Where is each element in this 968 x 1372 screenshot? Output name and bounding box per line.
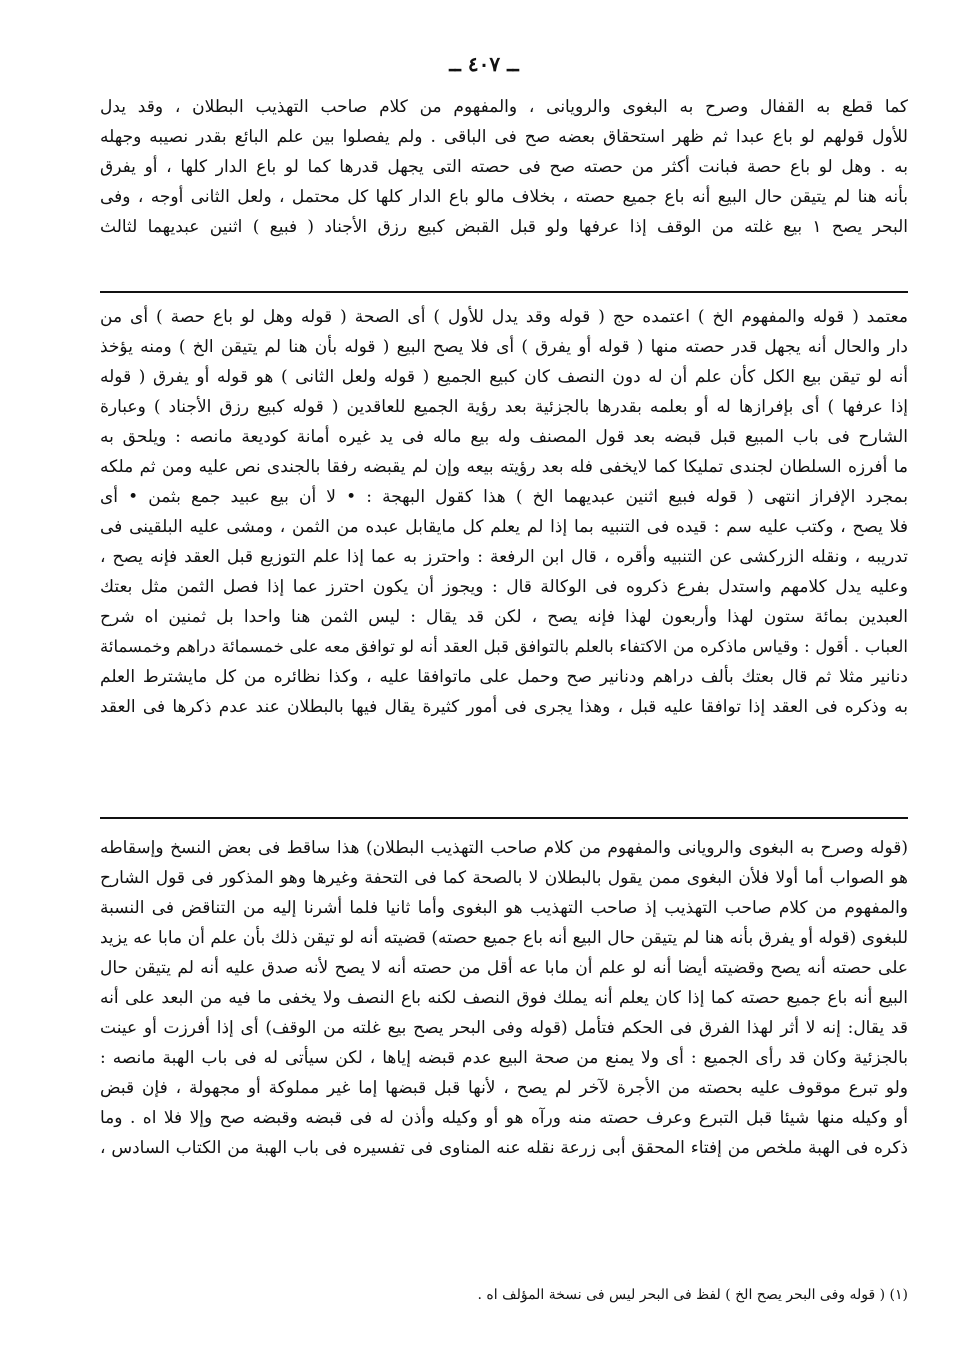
commentary-line: دار والحال أنه يجهل قدر حصته منها ( قوله أو يفرق ) أى فلا يصح البيع ( قوله بأن هنا لم يتيقن الخ ) ومنه يؤخذ — [100, 337, 908, 357]
commentary-line: للبغوى (قوله أو يفرق بأنه هنا لم يتيقن حال البيع أنه باع جميع حصته) قضيته أنه لو تيقن ذلك بأن علم أن مابا عه يزيد — [100, 928, 908, 948]
main-text-line: بأنه هنا لم يتيقن حال البيع أنه باع جميع حصته ، بخلاف مالو باع الدار كلها كل محتمل ، ولعل الثانى أوجه ، وفى — [100, 187, 908, 207]
commentary-line: على حصته أنه يصح وقضيته أيضا أنه لو علم أن مابا عه أقل من حصته أنه لا يصح لأنه صدق عليه أنه لم يتيقن حال — [100, 958, 908, 978]
commentary-line: دنانير مثلا ثم قال بعتك بألف دراهم ودنانير صح وحمل على ماتوافقا عليه ، وكذا نظائره من كل مايشترط العلم — [100, 667, 908, 687]
second-commentary — [100, 833, 908, 1163]
commentary-line: (قوله وصرح به البغوى والرويانى والمفهوم من كلام صاحب التهذيب البطلان) هذا ساقط فى بعض النسخ وإسقاطه — [100, 838, 908, 858]
commentary-line: العباب . أقول : وقياس ماذكره من الاكتفاء بالعلم بالتوافق قبل العقد أنه لو توافق معه على خمسمائة دراهم وخمسمائة — [100, 637, 908, 656]
commentary-line: البيع أنه باع جميع حصته كما إذا كان يعلم أنه يملك فوق النصف لكنه باع النصف ولا يخفى ما فيه من البعد على أنه — [100, 988, 908, 1008]
commentary-line: تدريبه ، ونقله الزركشى عن التنبيه وأقره ، قال ابن الرفعة : واحترز به عما إذا علم التوزيع قبل العقد فإنه يصح ، — [100, 547, 908, 567]
commentary-line: هو الصواب أما أولا فلأن البغوى ممن يقول بالبطلان لا بالصحة كما فى التحفة وغيرها وهو المذكور فى قول الشارح — [100, 868, 908, 888]
main-text-line: به . وهل لو باع حصة فبانت أكثر من حصته صح فى حصته التى يجهل قدرها كما لو باع الدار كلها ، أو يفرق — [100, 157, 908, 177]
commentary-line: ولو تبرع موقوف عليه بحصته من الأجرة لآخر لم يصح ، لأنها قبل قبضها إما غير مملوكة أو مجهولة ، فإن قبض — [100, 1078, 908, 1098]
commentary-line: بمجرد الإفراز انتهى ( قوله فبيع اثنين عبديهما الخ ) هذا كقول البهجة : • لا أن بيع عبيد جمع بثمن • أى — [100, 487, 908, 507]
divider-rule — [100, 291, 908, 293]
commentary-line: ذكره فى الهبة ملخص من إفتاء المحقق أبى زرعة نقله عنه المناوى فى تفسيره فى باب الهبة من الكتاب السادس ، — [100, 1138, 908, 1158]
footnote: (١) ( قوله وفى البحر يصح الخ ) لفظ فى البحر ليس فى نسخة المؤلف اه . — [477, 1287, 908, 1303]
hashiya-commentary — [100, 302, 908, 722]
commentary-line: معتمد ( قوله والمفهوم الخ ) اعتمده حج ( قوله وقد يدل للأول ) أى الصحة ( قوله وهل لو باع حصة ) أى من — [100, 307, 908, 327]
commentary-line: فلا يصح ، وكتب عليه سم : قيده فى التنبيه بما إذا لم يعلم كل مايقابل عبده من الثمن ، ومشى عليه البلقينى فى — [100, 517, 908, 537]
divider-rule — [100, 817, 908, 819]
commentary-line: الشارح فى باب المبيع قبل قبضه بعد قول المصنف وله بيع ماله فى يد غيره أمانة كوديعة مانصه : ويلحق به — [100, 427, 908, 447]
commentary-line: والمفهوم من كلام صاحب التهذيب إذ صاحب التهذيب هو البغوى وأما ثانيا فلما أشرنا إليه من التناقض فى النسبة — [100, 898, 908, 918]
commentary-line: به وذكره فى العقد إذا توافقا عليه قبل ، وهذا يجرى فى أمور كثيرة يقال فيها بالبطلان عند عدم ذكرها فى العقد — [100, 697, 908, 717]
commentary-line: بالجزئية وكان قد رأى الجميع : أى ولا يمنع من صحة البيع عدم قبضه إياها ، لكن سيأتى له فى باب الهبة مانصه : — [100, 1048, 908, 1068]
commentary-line: أنه لو تيقن بيع الكل كأن علم أن له دون النصف كان كبيع الجميع ( قوله ولعل الثانى ) هو قوله أو يفرق ( قوله — [100, 367, 908, 387]
main-text — [100, 92, 908, 242]
commentary-line: أو وكيله منها شيئا قبل التبرع وعرف حصته منه ورآه هو أو وكيله وأذن له فى قبضه وقبضه صح وإلا فلا اه . وما — [100, 1108, 908, 1128]
commentary-line: إذا عرفها ) أى بإفرازها له أو بعلمه بقدرها بالجزئية بعد رؤية الجميع للعاقدين ( قوله كبيع رزق الأجناد ) وعبارة — [100, 397, 908, 417]
commentary-line: ما أفرزه السلطان لجندى تمليكا كما لايخفى فله بعد رؤيته بيعه وإن لم يقبضه رفقا بالجندى نص عليه ومن ثم ملكه — [100, 457, 908, 477]
main-text-line: البحر يصح ١ بيع غلته من الوقف إذا عرفها ولو قبل القبض كبيع رزق الأجناد ( فبيع ) اثنين عبديهما لثالث — [100, 217, 908, 237]
commentary-line: وعليه يدل كلامهم واستدل بفرع ذكروه فى الوكالة قال : ويجوز أن يكون احترز عما إذا فصل الثمن مثل بعتك — [100, 577, 908, 597]
main-text-line: للأول قولهم لو باع عبدا ثم ظهر استحقاق بعضه صح فى الباقى . ولم يفصلوا بين علم البائع بقدر نصيبه وجهله — [100, 127, 908, 147]
main-text-line: كما قطع به القفال وصرح به البغوى والرويانى ، والمفهوم من كلام صاحب التهذيب البطلان ، وقد يدل — [100, 97, 908, 117]
commentary-line: قد يقال: إنه لا أثر لهذا الفرق فى الحكم فتأمل (قوله وفى البحر يصح بيع غلته من الوقف) أى إذا أفرزت أو عينت — [100, 1018, 908, 1038]
commentary-line: العبدين بمائة ستون لهذا وأربعون لهذا فإنه يصح ، لكن قد يقال : ليس الثمن هنا واحدا بل ثمنين اه شرح — [100, 607, 908, 627]
page-number: ــ ٤٠٧ ــ — [449, 52, 519, 76]
